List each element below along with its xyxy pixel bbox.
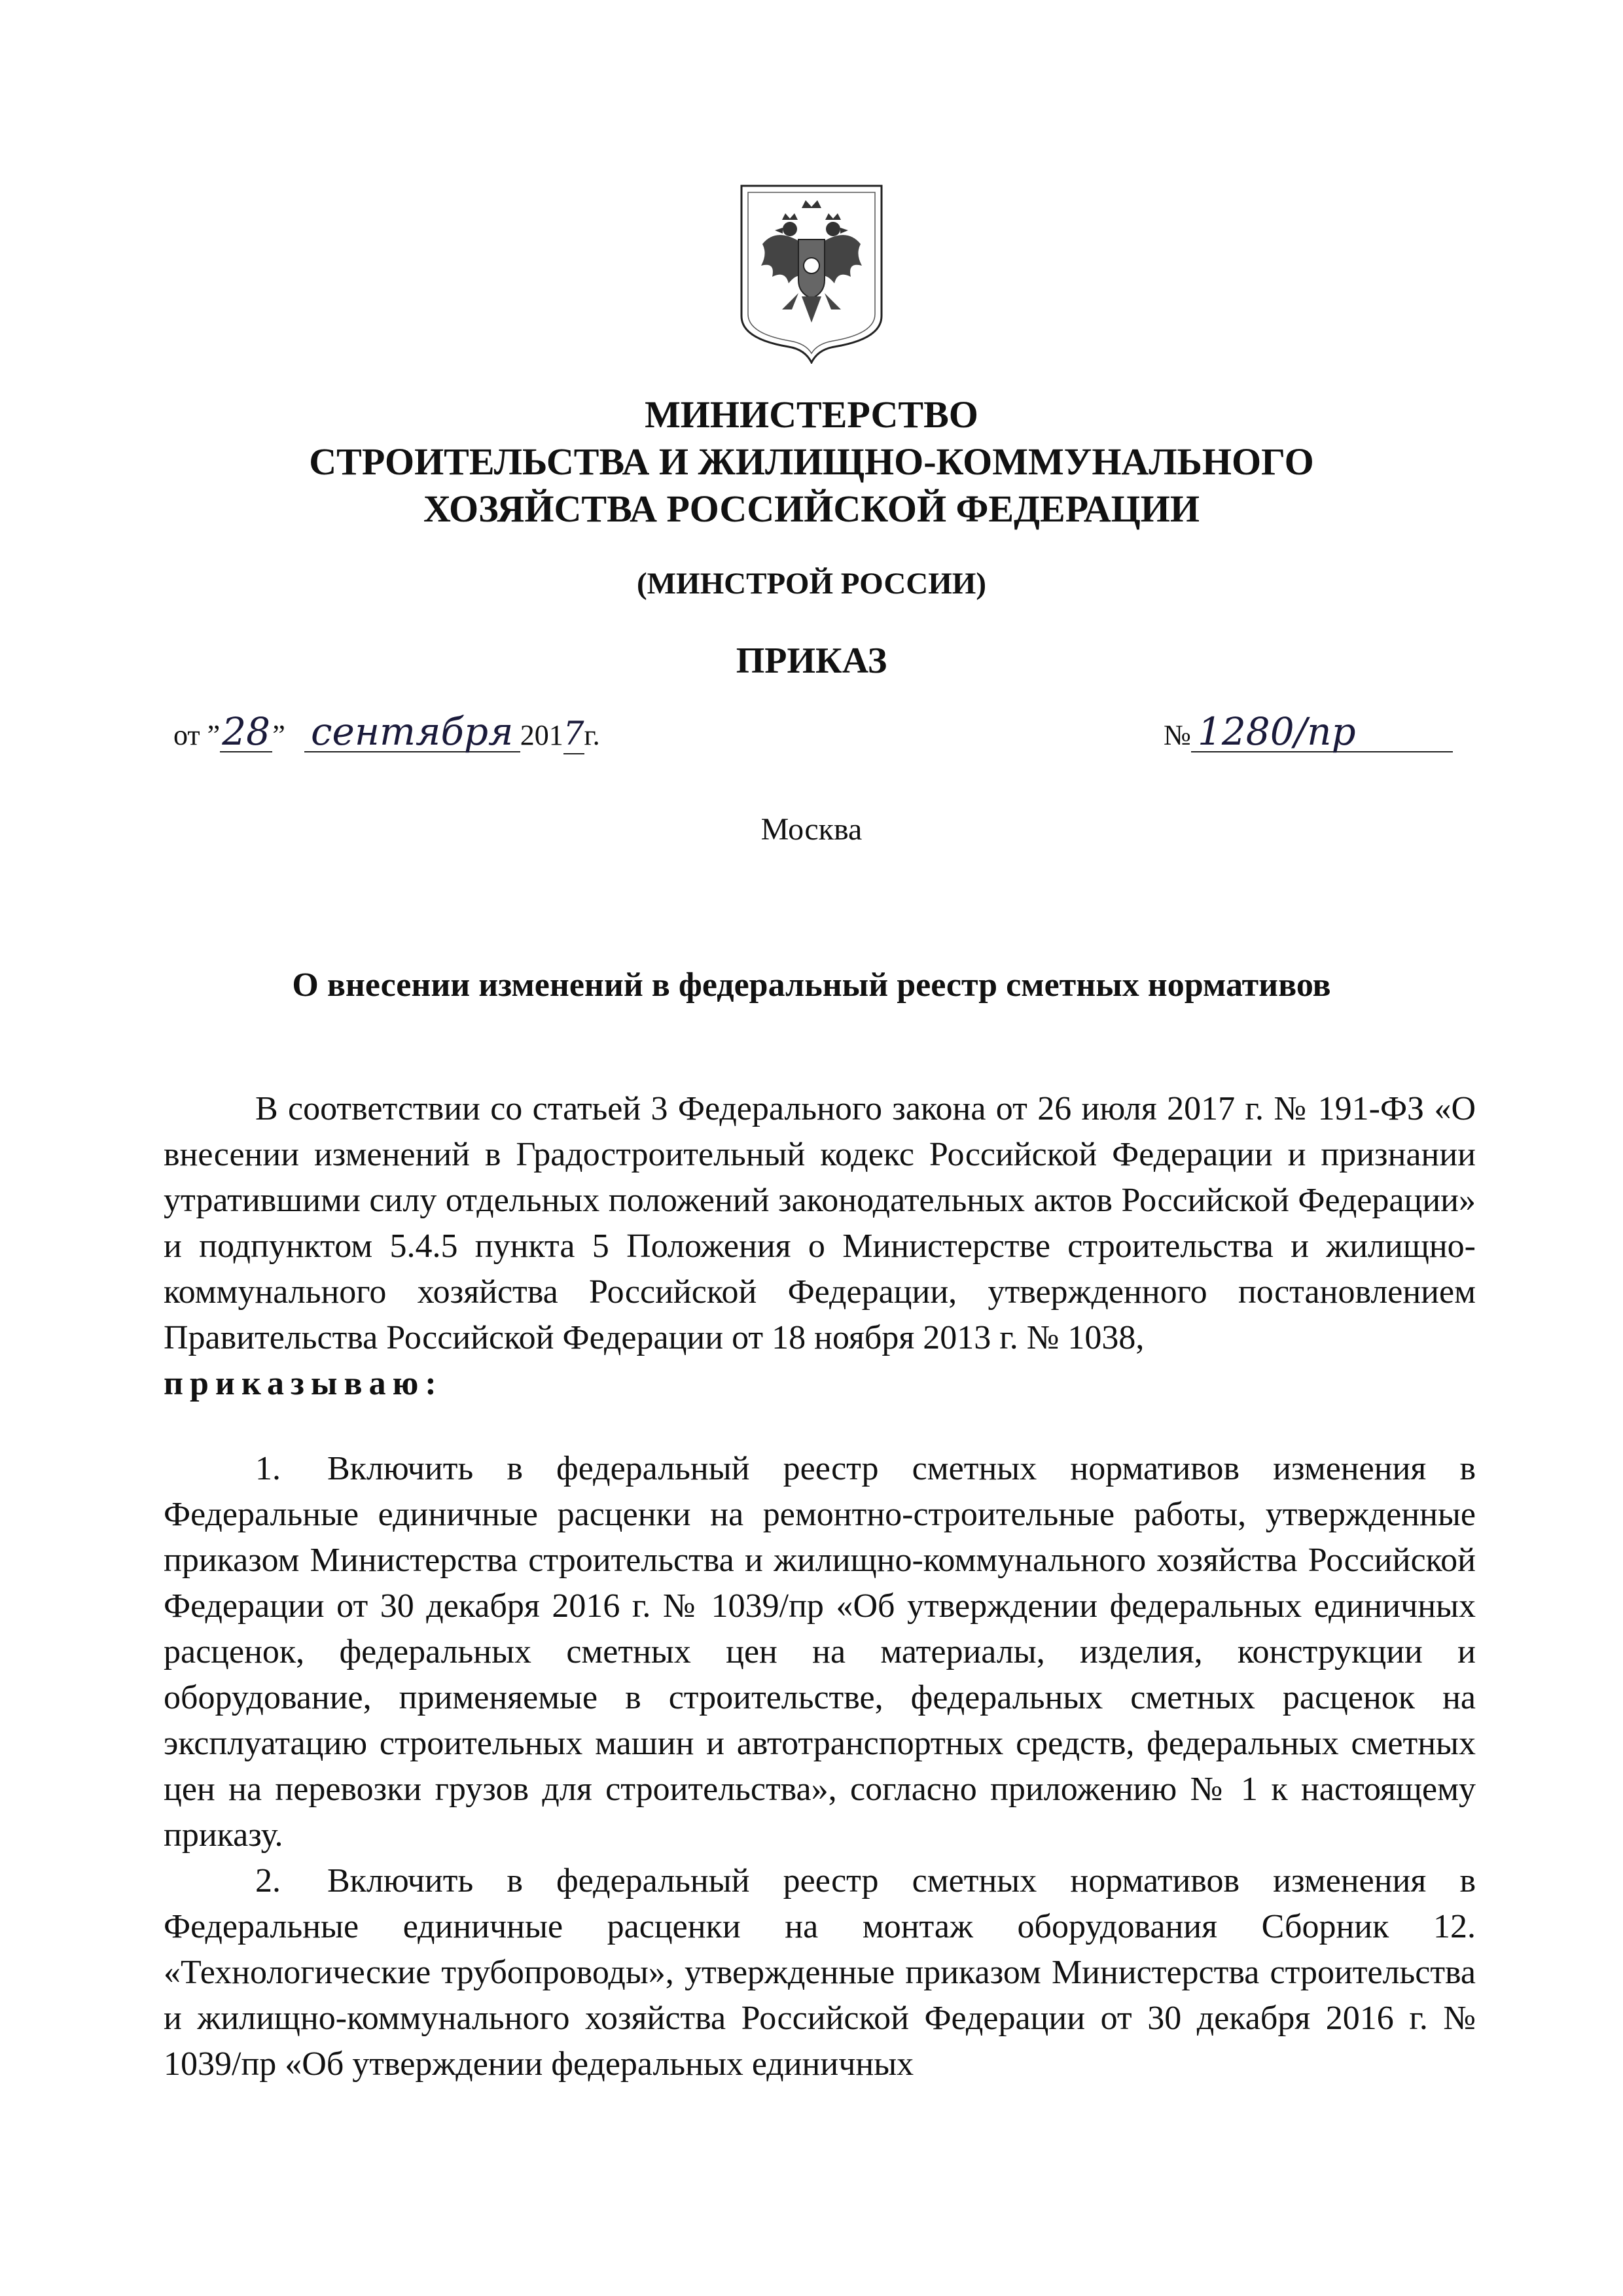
preamble-text: В соответствии со статьей 3 Федерального закона от 26 июля 2017 г. № 191-ФЗ «О внесении изменений в Градостроительный кодекс Российской Федерации и признании утратившими силу отдельных положений законодательных актов Российской Федерации» и подпунктом 5.4.5 пункта 5 Положения о Министерстве строительства и жилищно-коммунального хозяйства Российской Федерации, утвержденного постановлением Правительства Российской Федерации от 18 ноября 2013 г. № 1038, xyxy=(164,1090,1476,1356)
date-year-suffix: г. xyxy=(584,719,600,751)
order-number xyxy=(1164,709,1453,754)
city: Москва xyxy=(760,812,863,847)
coat-of-arms-emblem xyxy=(736,182,887,364)
date-month: сентября xyxy=(304,712,520,752)
ministry-short-name: (МИНСТРОЙ РОССИИ) xyxy=(637,567,986,601)
preamble-paragraph xyxy=(164,1086,1476,1361)
order-body xyxy=(164,1086,1476,2087)
number-prefix: № xyxy=(1164,719,1191,751)
ministry-line-2: СТРОИТЕЛЬСТВА И ЖИЛИЩНО-КОММУНАЛЬНОГО xyxy=(309,440,1314,483)
item-number: 1. xyxy=(255,1450,281,1487)
date-year-digit: 7 xyxy=(563,714,584,754)
ministry-name xyxy=(0,391,1623,533)
date-prefix: от xyxy=(173,719,200,751)
order-word: приказываю: xyxy=(164,1365,443,1402)
item-number: 2. xyxy=(255,1862,281,1899)
list-item xyxy=(164,1446,1476,1858)
ministry-line-3: ХОЗЯЙСТВА РОССИЙСКОЙ ФЕДЕРАЦИИ xyxy=(423,487,1200,530)
ministry-line-1: МИНИСТЕРСТВО xyxy=(645,393,978,436)
document-type: ПРИКАЗ xyxy=(736,641,887,681)
order-date: от ”28” сентября 2017г. xyxy=(173,709,600,754)
list-item xyxy=(164,1858,1476,2087)
item-text: Включить в федеральный реестр сметных нормативов изменения в Федеральные единичные расценки на монтаж оборудования Сборник 12. «Технологические трубопроводы», утвержденные приказом Министерства строительства и жилищно-коммунального хозяйства Российской Федерации от 30 декабря 2016 г. № 1039/пр «Об утверждении федеральных единичных xyxy=(164,1862,1476,2083)
order-subject: О внесении изменений в федеральный реестр сметных нормативов xyxy=(292,966,1331,1004)
item-text: Включить в федеральный реестр сметных нормативов изменения в Федеральные единичные расценки на ремонтно-строительные работы, утвержденные приказом Министерства строительства и жилищно-коммунального хозяйства Российской Федерации от 30 декабря 2016 г. № 1039/пр «Об утверждении федеральных единичных расценок, федеральных сметных цен на материалы, изделия, конструкции и оборудование, применяемые в строительстве, федеральных сметных расценок на эксплуатацию строительных машин и автотранспортных средств, федеральных сметных цен на перевозки грузов для строительства», согласно приложению № 1 к настоящему приказу. xyxy=(164,1450,1476,1854)
double-headed-eagle-icon xyxy=(736,182,887,364)
date-day: 28 xyxy=(220,712,272,752)
number-value: 1280/пр xyxy=(1191,712,1453,752)
date-year-prefix: 201 xyxy=(520,719,563,751)
